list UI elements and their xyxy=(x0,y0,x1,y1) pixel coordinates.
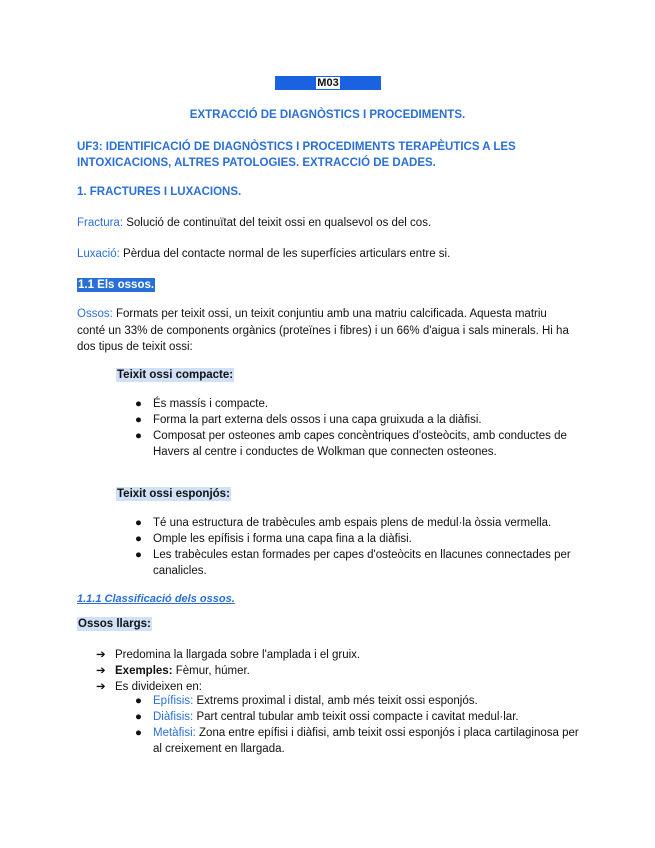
list-item: ● Metàfisi: Zona entre epífisi i diàfisi, amb teixit ossi esponjós i placa cartilaginosa per al creixement en llargada. xyxy=(135,727,579,755)
ossos-term: Ossos: xyxy=(77,308,113,320)
luxacio-definition xyxy=(77,248,450,260)
document-title: EXTRACCIÓ DE DIAGNÒSTICS I PROCEDIMENTS. xyxy=(189,109,466,121)
llargs-parts-list xyxy=(135,693,580,757)
llargs-heading-label: Ossos llargs: xyxy=(78,618,151,630)
section-heading-1: 1. FRACTURES I LUXACIONS. xyxy=(77,186,242,198)
list-item: ● És massís i compacte. xyxy=(135,398,269,410)
esponjos-heading-label: Teixit ossi esponjós: xyxy=(117,488,230,500)
luxacio-text: Pèrdua del contacte normal de les superfícies articulars entre si. xyxy=(119,248,451,260)
esponjos-heading xyxy=(116,488,231,500)
llargs-heading xyxy=(77,618,152,630)
luxacio-term: Luxació: xyxy=(77,248,120,260)
compacte-heading xyxy=(116,369,234,381)
list-item: ➔ Exemples: Fèmur, húmer. xyxy=(96,665,250,677)
ossos-text: Formats per teixit ossi, un teixit conjuntiu amb una matriu calcificada. Aquesta matriu conté un 33% de components orgànics (proteïnes i fibres) i un 66% d'aigua i sals minerals. Hi ha dos tipus de teixit ossi: xyxy=(77,308,569,353)
module-badge xyxy=(275,76,381,90)
list-item: ● Forma la part externa dels ossos i una capa gruixuda a la diàfisi. xyxy=(135,414,482,426)
section-heading-1-1-1: 1.1.1 Classificació dels ossos. xyxy=(77,593,235,605)
uf-title: UF3: IDENTIFICACIÓ DE DIAGNÒSTICS I PROCEDIMENTS TERAPÈUTICS A LES INTOXICACIONS, ALTRES PATOLOGIES. EXTRACCIÓ DE DADES. xyxy=(77,141,516,169)
compacte-heading-label: Teixit ossi compacte: xyxy=(117,369,234,381)
esponjos-list xyxy=(135,515,585,579)
section-1-1-label: 1.1 Els ossos. xyxy=(78,279,155,291)
list-item: ● Composat per osteones amb capes concèntriques d'osteòcits, amb conductes de Havers al centre i conductes de Wolkman que connecten osteones. xyxy=(135,430,567,458)
ossos-paragraph xyxy=(77,306,577,356)
list-item: ● Diàfisis: Part central tubular amb teixit ossi compacte i cavitat medul·lar. xyxy=(135,711,519,723)
section-heading-1-1 xyxy=(77,279,155,291)
list-item: ● Epífisis: Extrems proximal i distal, amb més teixit ossi esponjós. xyxy=(135,695,478,707)
compacte-list xyxy=(135,396,585,460)
fractura-text: Solució de continuïtat del teixit ossi en qualsevol os del cos. xyxy=(123,217,432,229)
list-item: ● Té una estructura de trabècules amb espais plens de medul·la òssia vermella. xyxy=(135,517,552,529)
list-item: ● Omple les epífisis i forma una capa fina a la diàfisi. xyxy=(135,533,412,545)
list-item: ➔ Predomina la llargada sobre l'amplada i el gruix. xyxy=(96,649,361,661)
llargs-arrow-list xyxy=(96,647,576,695)
fractura-term: Fractura: xyxy=(77,217,124,229)
list-item: ● Les trabècules estan formades per capes d'osteòcits en llacunes connectades per canalicles. xyxy=(135,549,571,577)
fractura-definition xyxy=(77,217,431,229)
list-item: ➔ Es divideixen en: xyxy=(96,681,202,693)
module-label: M03 xyxy=(317,77,339,89)
